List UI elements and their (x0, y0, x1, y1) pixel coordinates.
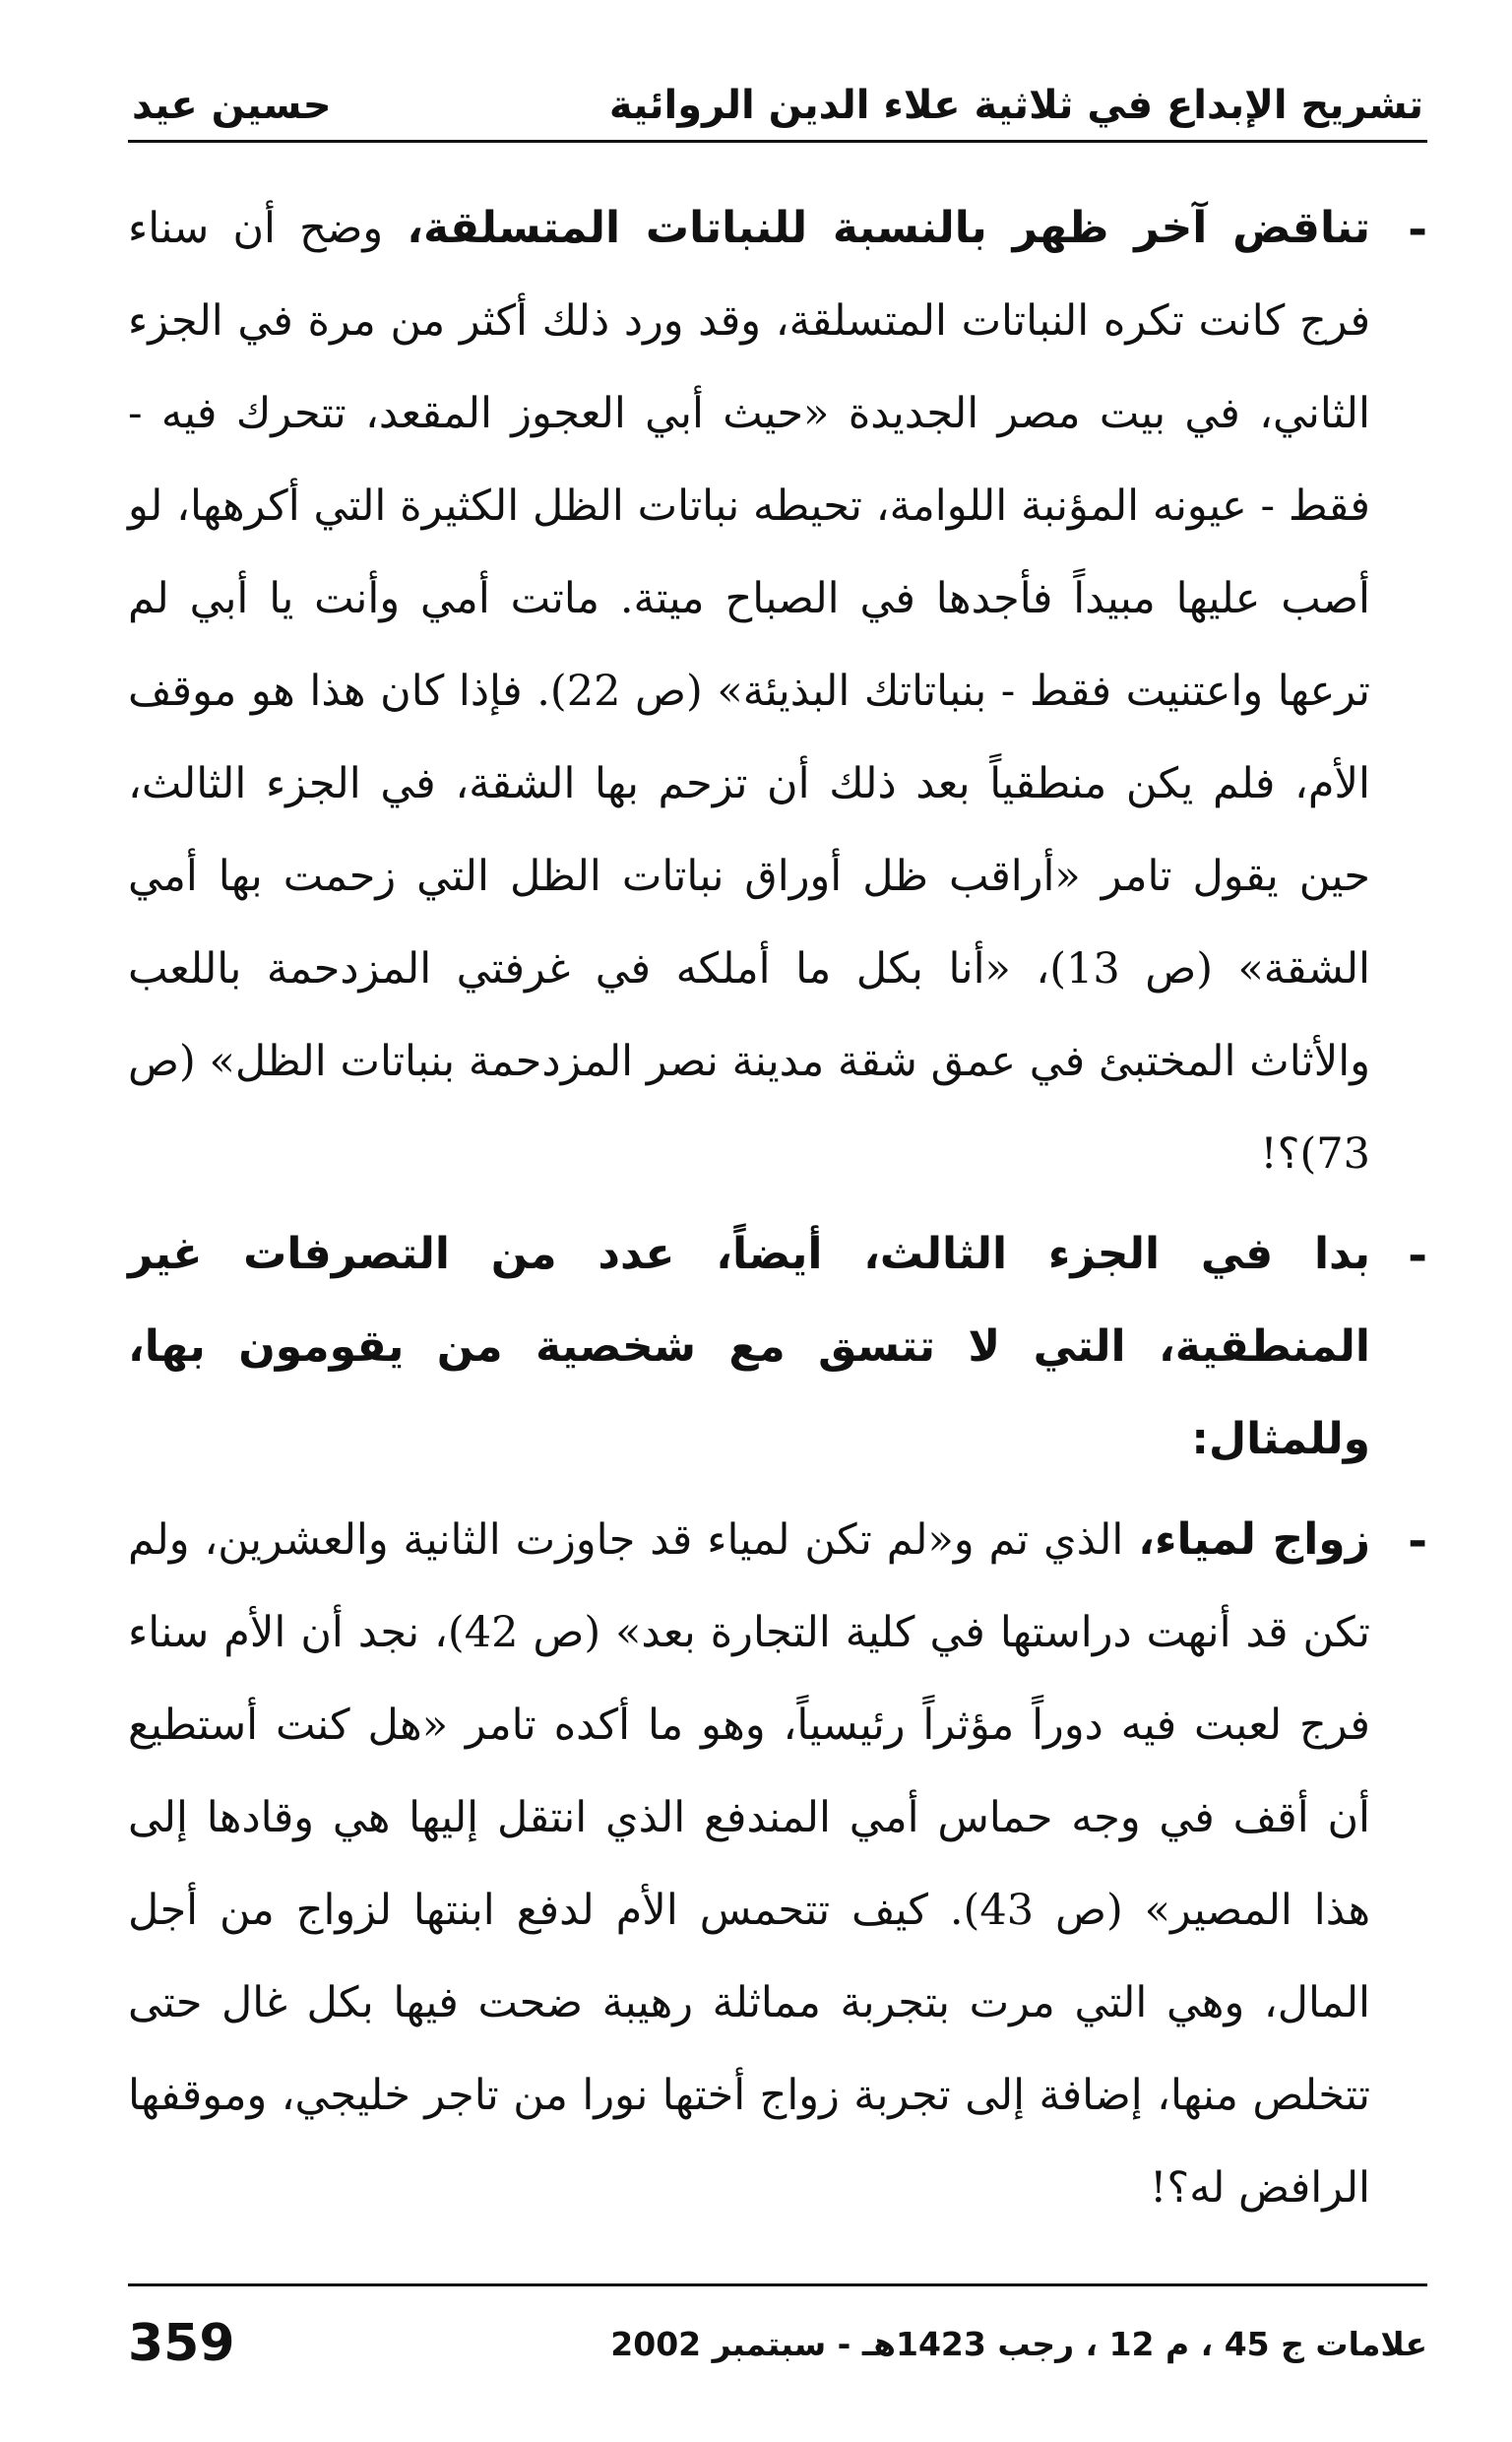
paragraph-text: وضح أن سناء فرج كانت تكره النباتات المتسلقة، وقد ورد ذلك أكثر من مرة في الجزء الثاني، في بيت مصر الجديدة «حيث أبي العجوز المقعد، تتحرك فيه - فقط - عيونه المؤنبة اللوامة، تحيطه نباتات الظل الكثيرة التي أكرهها، لو أصب عليها مبيداً فأجدها في الصباح ميتة. ماتت أمي وأنت يا أبي لم ترعها واعتنيت فقط - بنباتاتك البذيئة» (ص 22). فإذا كان هذا هو موقف الأم، فلم يكن منطقياً بعد ذلك أن تزحم بها الشقة، في الجزء الثالث، حين يقول تامر «أراقب ظل أوراق نباتات الظل التي زحمت بها أمي الشقة» (ص 13)، «أنا بكل ما أملكه في غرفتي المزدحمة باللعب والأثاث المختبئ في عمق شقة مدينة نصر المزدحمة بنباتات الظل» (ص 73)؟! (128, 204, 1370, 1179)
paragraph-lead: بدا في الجزء الثالث، أيضاً، عدد من التصرفات غير المنطقية، التي لا تتسق مع شخصية من يقومون بها، وللمثال: (128, 1229, 1370, 1464)
paragraph-item (128, 1494, 1427, 2234)
dash-bullet: - (1408, 1227, 1427, 1282)
book-page (128, 49, 1427, 2393)
paragraph-item (128, 182, 1427, 1200)
body-text (128, 182, 1427, 2234)
paragraph-lead: زواج لمياء، (1138, 1514, 1370, 1565)
paragraph-text: الذي تم و«لم تكن لمياء قد جاوزت الثانية والعشرين، ولم تكن قد أنهت دراستها في كلية التجارة بعد» (ص 42)، نجد أن الأم سناء فرج لعبت فيه دوراً مؤثراً رئيسياً، وهو ما أكده تامر «هل كنت أستطيع أن أقف في وجه حماس أمي المندفع الذي انتقل إليها هي وقادها إلى هذا المصير» (ص 43). كيف تتحمس الأم لدفع ابنتها لزواج من أجل المال، وهي التي مرت بتجربة مماثلة رهيبة ضحت فيها بكل غال حتى تتخلص منها، إضافة إلى تجربة زواج أختها نورا من تاجر خليجي، وموقفها الرافض له؟! (128, 1515, 1371, 2213)
paragraph-lead: تناقض آخر ظهر بالنسبة للنباتات المتسلقة، (407, 203, 1370, 253)
running-header (128, 49, 1427, 143)
journal-info: علامات ج 45 ، م 12 ، رجب 1423هـ - سبتمبر 2002 (610, 2324, 1427, 2363)
dash-bullet: - (1408, 201, 1427, 256)
page-number: 359 (128, 2314, 235, 2373)
dash-bullet: - (1408, 1512, 1427, 1568)
article-title: تشريح الإبداع في ثلاثية علاء الدين الروائية (608, 83, 1423, 128)
page-footer (128, 2283, 1427, 2393)
paragraph-item (128, 1208, 1427, 1486)
author-name: حسين عيد (132, 83, 332, 128)
